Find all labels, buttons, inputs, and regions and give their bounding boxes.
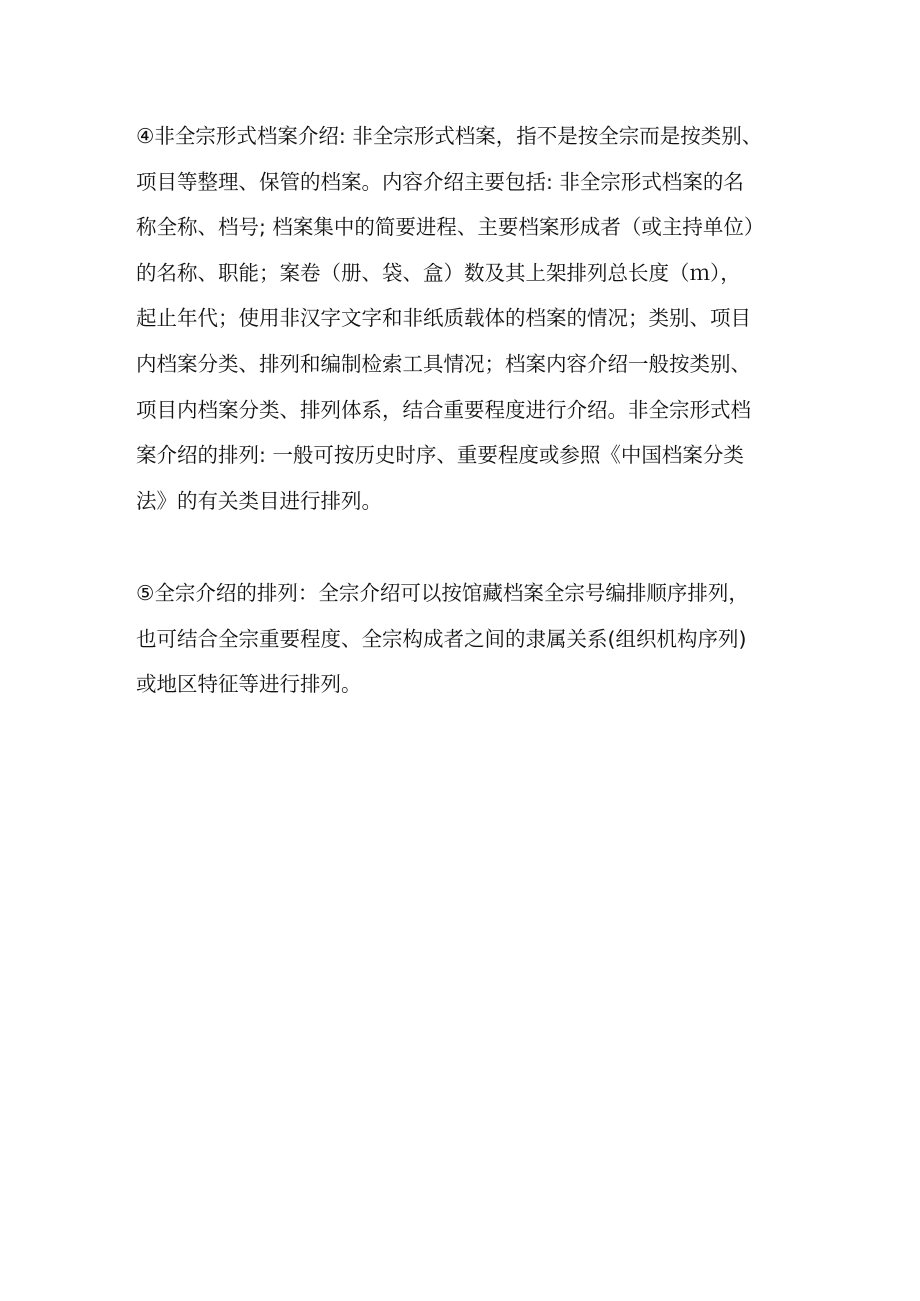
text-line: 也可结合全宗重要程度、全宗构成者之间的隶属关系(组织机构序列) bbox=[136, 626, 747, 651]
text-line: 或地区特征等进行排列。 bbox=[136, 672, 362, 697]
text-line: ④非全宗形式档案介绍: 非全宗形式档案，指不是按全宗而是按类别、 bbox=[136, 124, 763, 148]
text-line: 称全称、档号; 档案集中的简要进程、主要档案形成者（或主持单位） bbox=[136, 215, 765, 240]
paragraph-fonds-intro-arrangement bbox=[136, 571, 836, 708]
text-line: 内档案分类、排列和编制检索工具情况；档案内容介绍一般按类别、 bbox=[136, 351, 751, 376]
text-line: 案介绍的排列: 一般可按历史时序、重要程度或参照《中国档案分类 bbox=[136, 443, 744, 468]
text-line: 项目内档案分类、排列体系，结合重要程度进行介绍。非全宗形式档 bbox=[136, 397, 751, 422]
text-line: 起止年代；使用非汉字文字和非纸质载体的档案的情况；类别、项目 bbox=[136, 306, 751, 331]
text-line: 项目等整理、保管的档案。内容介绍主要包括: 非全宗形式档案的名 bbox=[136, 169, 744, 194]
text-line: 的名称、职能；案卷（册、袋、盒）数及其上架排列总长度（ｍ）， bbox=[136, 260, 741, 285]
text-line: 法》的有关类目进行排列。 bbox=[136, 488, 382, 513]
paragraph-non-fonds-archives-intro bbox=[136, 114, 836, 524]
text-line: ⑤全宗介绍的排列：全宗介绍可以按馆藏档案全宗号编排顺序排列， bbox=[136, 581, 749, 605]
